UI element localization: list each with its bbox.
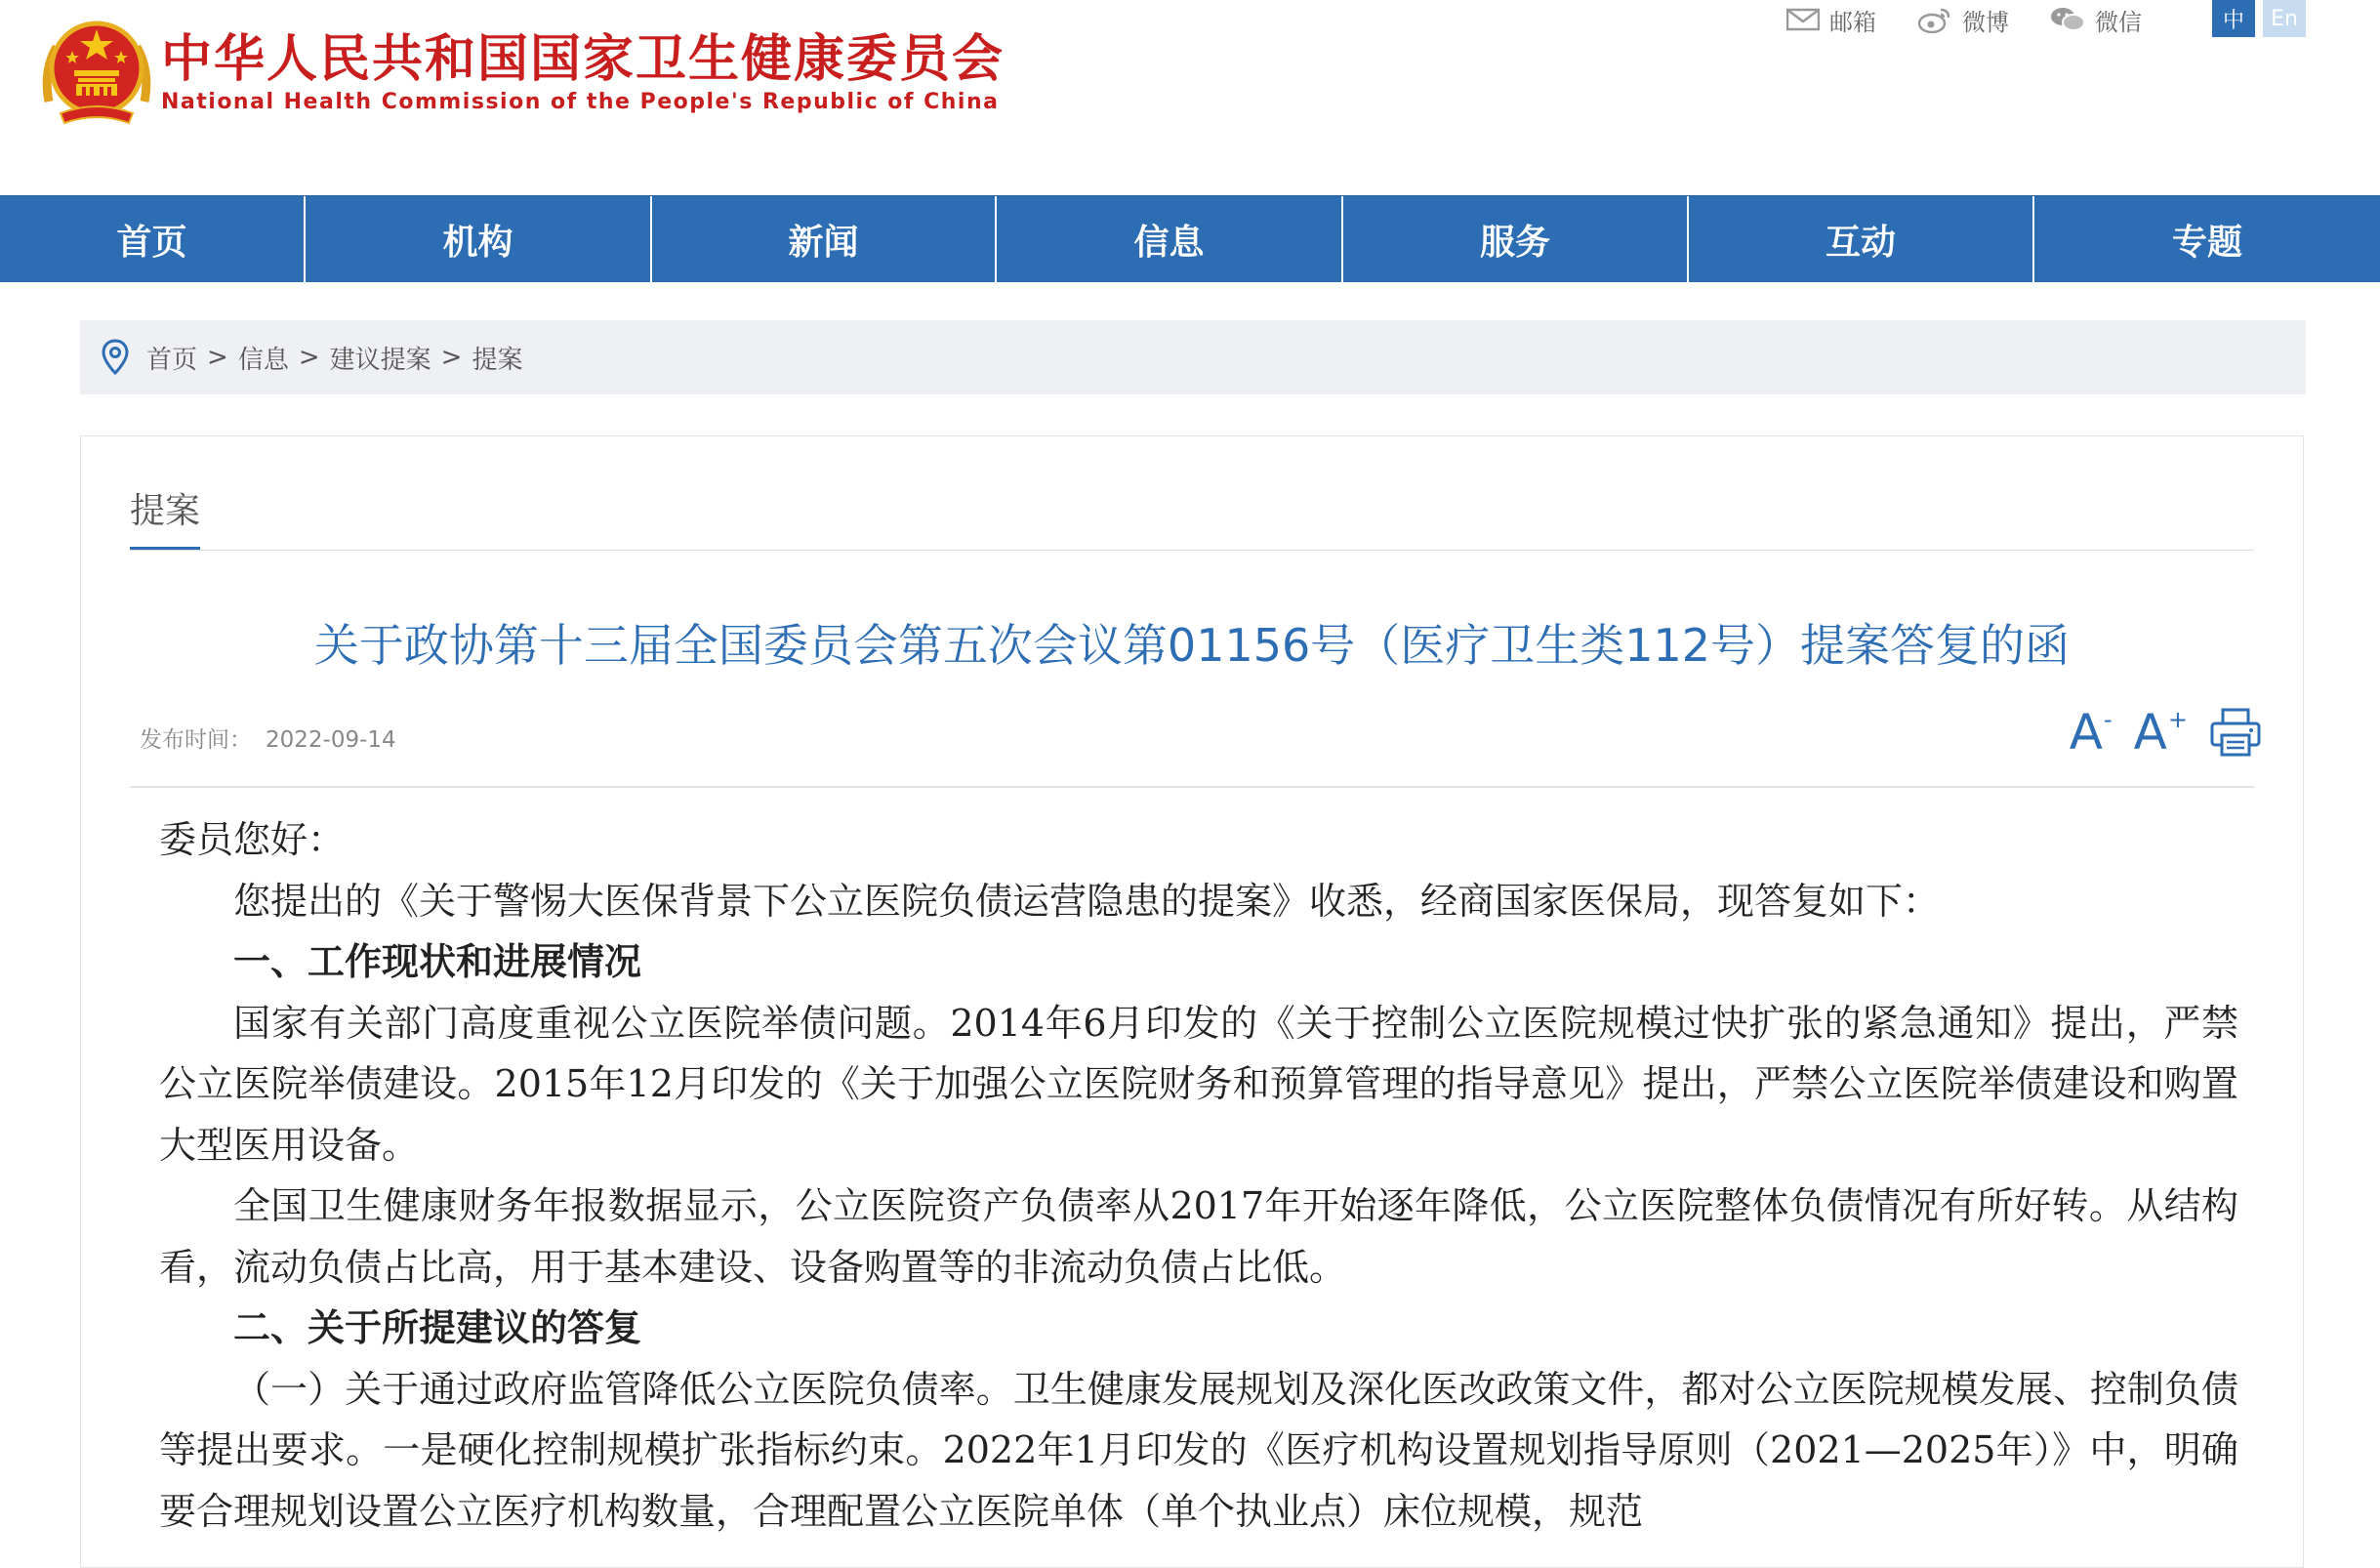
location-pin-icon: [102, 339, 129, 376]
nav-item-home[interactable]: 首页: [0, 196, 306, 282]
nav-item-information[interactable]: 信息: [997, 196, 1343, 282]
nav-item-services[interactable]: 服务: [1343, 196, 1689, 282]
panel-tab-divider: [130, 550, 2254, 551]
site-title-en[interactable]: National Health Commission of the People's Republic of China: [161, 90, 1000, 114]
wechat-label: 微信: [2095, 8, 2142, 36]
lang-zh-button[interactable]: 中: [2212, 0, 2255, 37]
mail-label: 邮箱: [1829, 8, 1876, 36]
content-panel: [80, 435, 2304, 1568]
publish-date: 2022-09-14: [266, 727, 396, 753]
article-greeting: 委员您好：: [159, 818, 346, 861]
breadcrumb-separator: >: [207, 343, 228, 372]
breadcrumb-separator: >: [298, 343, 320, 372]
nav-item-topics[interactable]: 专题: [2171, 222, 2242, 263]
national-emblem-logo[interactable]: [39, 12, 154, 129]
nav-item-interaction[interactable]: 互动: [1689, 196, 2034, 282]
breadcrumb-information[interactable]: 信息: [237, 345, 289, 375]
article-paragraph: 国家有关部门高度重视公立医院举债问题。2014年6月印发的《关于控制公立医院规模过快扩张的紧急通知》提出，严禁公立医院举债建设。2015年12月印发的《关于加强公立医院财务和预算管理的指导意见》提出，严禁公立医院举债建设和购置大型医用设备。: [159, 1001, 2238, 1167]
weibo-label: 微博: [1962, 8, 2009, 36]
mail-icon: [1786, 8, 1820, 31]
breadcrumb-proposals[interactable]: 提案: [472, 345, 523, 375]
article-title: 关于政协第十三届全国委员会第五次会议第01156号（医疗卫生类112号）提案答复的函: [313, 619, 2071, 672]
article-body: [159, 809, 2238, 1542]
wechat-link[interactable]: [2050, 3, 2142, 37]
article-paragraph: 全国卫生健康财务年报数据显示，公立医院资产负债率从2017年开始逐年降低，公立医院整体负债情况有所好转。从结构看，流动负债占比高，用于基本建设、设备购置等的非流动负债占比低。: [159, 1184, 2238, 1289]
publish-label: 发布时间：: [140, 727, 252, 753]
lang-en-button[interactable]: En: [2263, 0, 2306, 37]
article-paragraph: （一）关于通过政府监管降低公立医院负债率。卫生健康发展规划及深化医改政策文件，都对公立医院规模发展、控制负债等提出要求。一是硬化控制规模扩张指标约束。2022年1月印发的《医疗机构设置规划指导原则（2021—2025年）》中，明确要合理规划设置公立医疗机构数量，合理配置公立医院单体（单个执业点）床位规模，规范: [159, 1367, 2238, 1533]
print-icon: [2209, 706, 2262, 759]
font-decrease-icon: A: [2069, 704, 2103, 761]
article-section-heading: 二、关于所提建议的答复: [233, 1305, 642, 1349]
publish-meta: [140, 722, 410, 754]
weibo-icon: [1917, 6, 1952, 33]
main-nav: [0, 195, 2380, 282]
article-section-heading: 一、工作现状和进展情况: [233, 939, 642, 983]
nav-item-news[interactable]: 新闻: [652, 196, 997, 282]
breadcrumb-home[interactable]: 首页: [146, 345, 198, 375]
site-title-cn[interactable]: 中华人民共和国国家卫生健康委员会: [161, 30, 1005, 89]
mail-link[interactable]: [1786, 3, 1876, 37]
panel-tab-proposals[interactable]: 提案: [130, 483, 200, 550]
font-increase-icon: A: [2133, 704, 2167, 761]
breadcrumb: [80, 320, 2306, 394]
top-links: [1786, 0, 2183, 39]
font-decrease-button[interactable]: A -: [2069, 704, 2113, 761]
font-increase-button[interactable]: A +: [2133, 704, 2188, 761]
print-button[interactable]: [2209, 706, 2262, 759]
title-divider: [130, 786, 2254, 788]
wechat-icon: [2050, 6, 2085, 33]
article-paragraph: 您提出的《关于警惕大医保背景下公立医院负债运营隐患的提案》收悉，经商国家医保局，现答复如下：: [233, 879, 1941, 923]
nav-item-institutions[interactable]: 机构: [306, 196, 652, 282]
weibo-link[interactable]: [1917, 3, 2009, 37]
breadcrumb-separator: >: [440, 343, 463, 372]
breadcrumb-suggestions-proposals[interactable]: 建议提案: [329, 345, 431, 375]
article-tools: [2048, 706, 2262, 759]
